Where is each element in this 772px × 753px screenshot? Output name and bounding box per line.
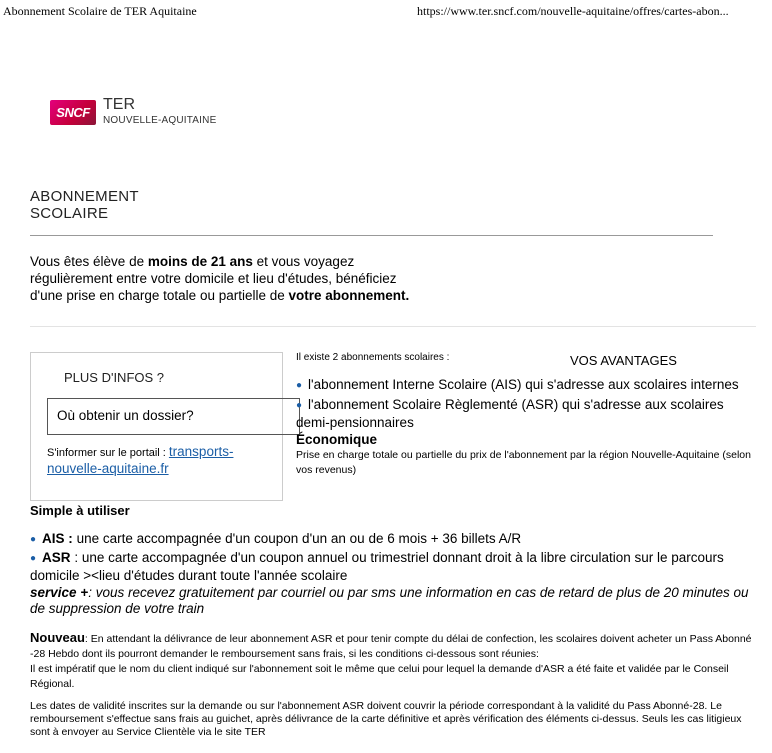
ter-logo[interactable]: [50, 96, 220, 130]
dates-text: Les dates de validité inscrites sur la demande ou sur l'abonnement ASR doivent couvrir la période correspondant à la validité du Pass Abonné-28. Le remboursement s'effectue sans frais au guichet, après délivrance de la carte définitive et après vérification des éléments ci-dessus. Seuls les cas litigieux sont à envoyer au Service Clientèle via le site TER: [30, 700, 742, 738]
page-title: ABONNEMENT SCOLAIRE: [30, 188, 139, 222]
bullet-icon: ●: [30, 553, 37, 564]
list-item: ● l'abonnement Scolaire Règlementé (ASR) qui s'adresse aux scolaires demi-pensionnaires: [296, 397, 724, 430]
simple-title: Simple à utiliser: [30, 503, 130, 518]
browser-title: Abonnement Scolaire de TER Aquitaine: [3, 4, 197, 18]
bullet-icon: ●: [30, 534, 37, 545]
bullet-icon: ●: [296, 400, 303, 411]
economique-desc: Prise en charge totale ou partielle du prix de l'abonnement par la région Nouvelle-Aquitaine (selon vos revenus): [296, 449, 751, 476]
exists-text: Il existe 2 abonnements scolaires :: [296, 352, 450, 363]
title-divider: [30, 235, 713, 236]
infos-title: PLUS D'INFOS ?: [64, 370, 165, 385]
sncf-logo-icon: SNCF: [50, 100, 96, 125]
logo-region-text: NOUVELLE-AQUITAINE: [103, 115, 217, 126]
portal-info: S'informer sur le portail : transports-nouvelle-aquitaine.fr: [47, 444, 234, 476]
list-item: ● AIS : une carte accompagnée d'un coupon d'un an ou de 6 mois + 36 billets A/R: [30, 531, 522, 546]
section-divider: [30, 326, 756, 327]
list-item: ● ASR : une carte accompagnée d'un coupon annuel ou trimestriel donnant droit à la libre circulation sur le parcours domicile ><lieu d'études durant toute l'année scolaire: [30, 550, 724, 583]
browser-url: https://www.ter.sncf.com/nouvelle-aquitaine/offres/cartes-abon...: [417, 4, 729, 18]
portal-link[interactable]: transports-nouvelle-aquitaine.fr: [47, 444, 234, 476]
dossier-button[interactable]: Où obtenir un dossier?: [47, 398, 300, 435]
economique-title: Économique: [296, 432, 378, 447]
bullet-icon: ●: [296, 380, 303, 391]
list-item: ● l'abonnement Interne Scolaire (AIS) qui s'adresse aux scolaires internes: [296, 377, 739, 392]
service-plus-text: service +: vous recevez gratuitement par courriel ou par sms une information en cas de retard de plus de 20 minutes ou de suppression de votre train: [30, 585, 749, 616]
avantages-heading: VOS AVANTAGES: [570, 353, 677, 368]
logo-ter-text: TER: [103, 96, 135, 113]
nouveau-text: Nouveau: En attendant la délivrance de leur abonnement ASR et pour tenir compte du délai de confection, les scolaires doivent acheter un Pass Abonné -28 Hebdo dont ils pourront demander le remboursement sans frais, si les conditions ci-dessous sont réunies: Il est impératif que le nom du client indiqué sur l'abonnement soit le même que celui pour lequel la demande d'ASR a été faite et validée par le Conseil Régional.: [30, 630, 752, 690]
intro-text: Vous êtes élève de moins de 21 ans et vous voyagez régulièrement entre votre domicile et lieu d'études, bénéficiez d'une prise en charge totale ou partielle de votre abonnement.: [30, 254, 410, 303]
